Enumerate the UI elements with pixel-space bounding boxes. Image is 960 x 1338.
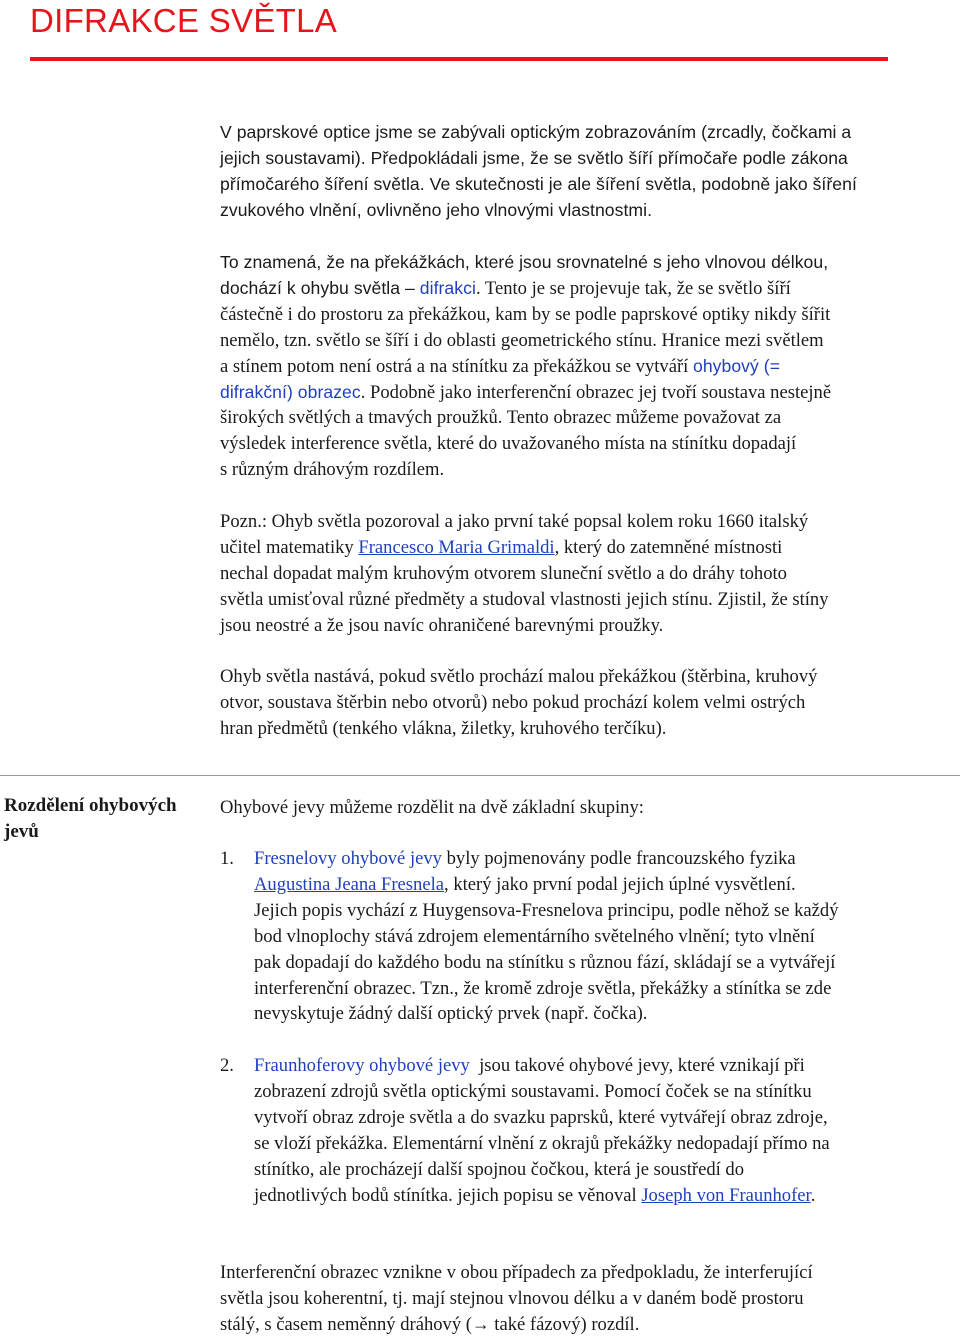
para-line: a stínem potom není ostrá a na stínítku za překážkou se vytváří <box>220 355 693 377</box>
item-line: se vloží překážka. Elementární vlnění z okrajů překážky nedopadají přímo na <box>254 1132 830 1154</box>
list-number: 2. <box>220 1055 234 1076</box>
note-line: , který do zatemněné místnosti <box>554 536 783 558</box>
item-line: , který jako první podal jejich úplné vysvětlení. <box>444 873 796 895</box>
note-line: jsou neostré a že jsou navíc ohraničené barevnými proužky. <box>220 614 664 636</box>
section-heading: Rozdělení ohybových jevů <box>4 795 177 842</box>
para-line: nemělo, tzn. světlo se šíří i do oblasti geometrického stínu. Hranice mezi světlem <box>220 329 824 351</box>
intro-line: jejich soustavami). Předpokládali jsme, že se světlo šíří přímočaře podle zákona <box>220 147 848 168</box>
intro-line: přímočarého šíření světla. Ve skutečnosti je ale šíření světla, podobně jako šíření <box>220 173 857 194</box>
para-line: To znamená, že na překážkách, které jsou srovnatelné s jeho vlnovou délkou, <box>220 252 829 272</box>
closing-line: světla jsou koherentní, tj. mají stejnou vlnovou délku a v daném bodě prostoru <box>220 1287 804 1309</box>
item-line: bod vlnoplochy stává zdrojem elementárního světelného vlnění; tyto vlnění <box>254 925 815 947</box>
para-line: výsledek interference světla, které do uvažovaného místa na stínítku dopadají <box>220 433 797 455</box>
item-line: jsou takové ohybové jevy, které vznikají při <box>469 1055 805 1076</box>
note-line: Pozn.: Ohyb světla pozoroval a jako první také popsal kolem roku 1660 italský <box>220 511 809 532</box>
fraunhofer-link[interactable]: Joseph von Fraunhofer <box>641 1184 811 1206</box>
item-line: Jejich popis vychází z Huygensova-Fresnelova principu, podle něhož se každý <box>254 899 839 921</box>
section-intro <box>220 795 960 821</box>
occurrence-paragraph <box>220 664 960 742</box>
term-difrakcni-obrazec: difrakční) obrazec <box>220 381 361 402</box>
intro-line: zvukového vlnění, ovlivněno jeho vlnovými vlastnostmi. <box>220 199 653 220</box>
para-line: . Podobně jako interferenční obrazec jej tvoří soustava nestejně <box>360 381 832 403</box>
item-line: . <box>810 1184 816 1206</box>
section-divider <box>0 775 960 776</box>
item-line: vytvoří obraz zdroje světla a do svazku paprsků, které vytvářejí obraz zdroje, <box>254 1106 828 1128</box>
closing-paragraph <box>220 1260 960 1338</box>
note-line: světla umisťoval různé předměty a studoval vlastnosti jejich stínu. Zjistil, že stíny <box>220 588 829 610</box>
intro-line: V paprskové optice jsme se zabývali optickým zobrazováním (zrcadly, čočkami a <box>220 122 852 142</box>
note-line: nechal dopadat malým kruhovým otvorem sluneční světlo a do dráhy tohoto <box>220 562 787 584</box>
term-fraunhofer: Fraunhoferovy ohybové jevy <box>254 1055 470 1076</box>
item-line: zobrazení zdrojů světla optickými soustavami. Pomocí čoček se na stínítku <box>254 1080 812 1102</box>
para-line: širokých světlých a tmavých proužků. Tento obrazec můžeme považovat za <box>220 407 782 429</box>
note-paragraph <box>220 509 960 639</box>
para-line: hran předmětů (tenkého vlákna, žiletky, kruhového terčíku). <box>220 717 667 739</box>
arrow-icon: → <box>471 1313 490 1334</box>
term-ohybovy: ohybový (= <box>692 355 781 376</box>
item-line: pak dopadají do každého bodu na stínítku s různou fází, skládají se a vytvářejí <box>254 951 836 973</box>
page-title: DIFRAKCE SVĚTLA <box>30 2 338 39</box>
closing-line: Interferenční obrazec vznikne v obou případech za předpokladu, že interferující <box>220 1262 813 1283</box>
intro-paragraph <box>220 120 960 224</box>
note-line: učitel matematiky <box>220 536 359 558</box>
para-line: otvor, soustava štěrbin nebo otvorů) nebo pokud prochází kolem velmi ostrých <box>220 691 806 713</box>
list-item-fresnel <box>254 846 960 1027</box>
item-line: nevyskytuje žádný další optický prvek (např. čočka). <box>254 1003 648 1025</box>
fresnel-link[interactable]: Augustina Jeana Fresnela <box>254 873 445 895</box>
para-line: . Tento je se projevuje tak, že se světlo šíří <box>475 277 791 299</box>
para-line: Ohyb světla nastává, pokud světlo prochází malou překážkou (štěrbina, kruhový <box>220 666 818 687</box>
term-fresnel: Fresnelovy ohybové jevy <box>254 848 442 869</box>
item-line: byly pojmenovány podle francouzského fyzika <box>441 848 796 869</box>
para-line: dochází k ohybu světla – <box>220 277 420 298</box>
item-line: stínítko, ale procházejí další spojnou čočkou, která je soustředí do <box>254 1158 745 1180</box>
para-line: s různým dráhovým rozdílem. <box>220 459 445 481</box>
diffraction-paragraph <box>220 250 960 483</box>
list-number: 1. <box>220 848 234 869</box>
grimaldi-link[interactable]: Francesco Maria Grimaldi <box>358 536 555 558</box>
closing-line: stálý, s časem neměnný dráhový ( <box>220 1313 472 1335</box>
closing-line: také fázový) rozdíl. <box>489 1313 640 1335</box>
title-underline <box>30 57 888 61</box>
term-difrakci: difrakci <box>419 277 476 298</box>
item-line: interferenční obrazec. Tzn., že kromě zdroje světla, překážky a stínítka se zde <box>254 977 832 999</box>
list-item-fraunhofer <box>254 1053 960 1208</box>
section-intro-text: Ohybové jevy můžeme rozdělit na dvě základní skupiny: <box>220 797 644 818</box>
item-line: jednotlivých bodů stínítka. jejich popisu se věnoval <box>254 1184 642 1206</box>
para-line: částečně i do prostoru za překážkou, kam by se podle paprskové optiky nikdy šířit <box>220 303 831 325</box>
